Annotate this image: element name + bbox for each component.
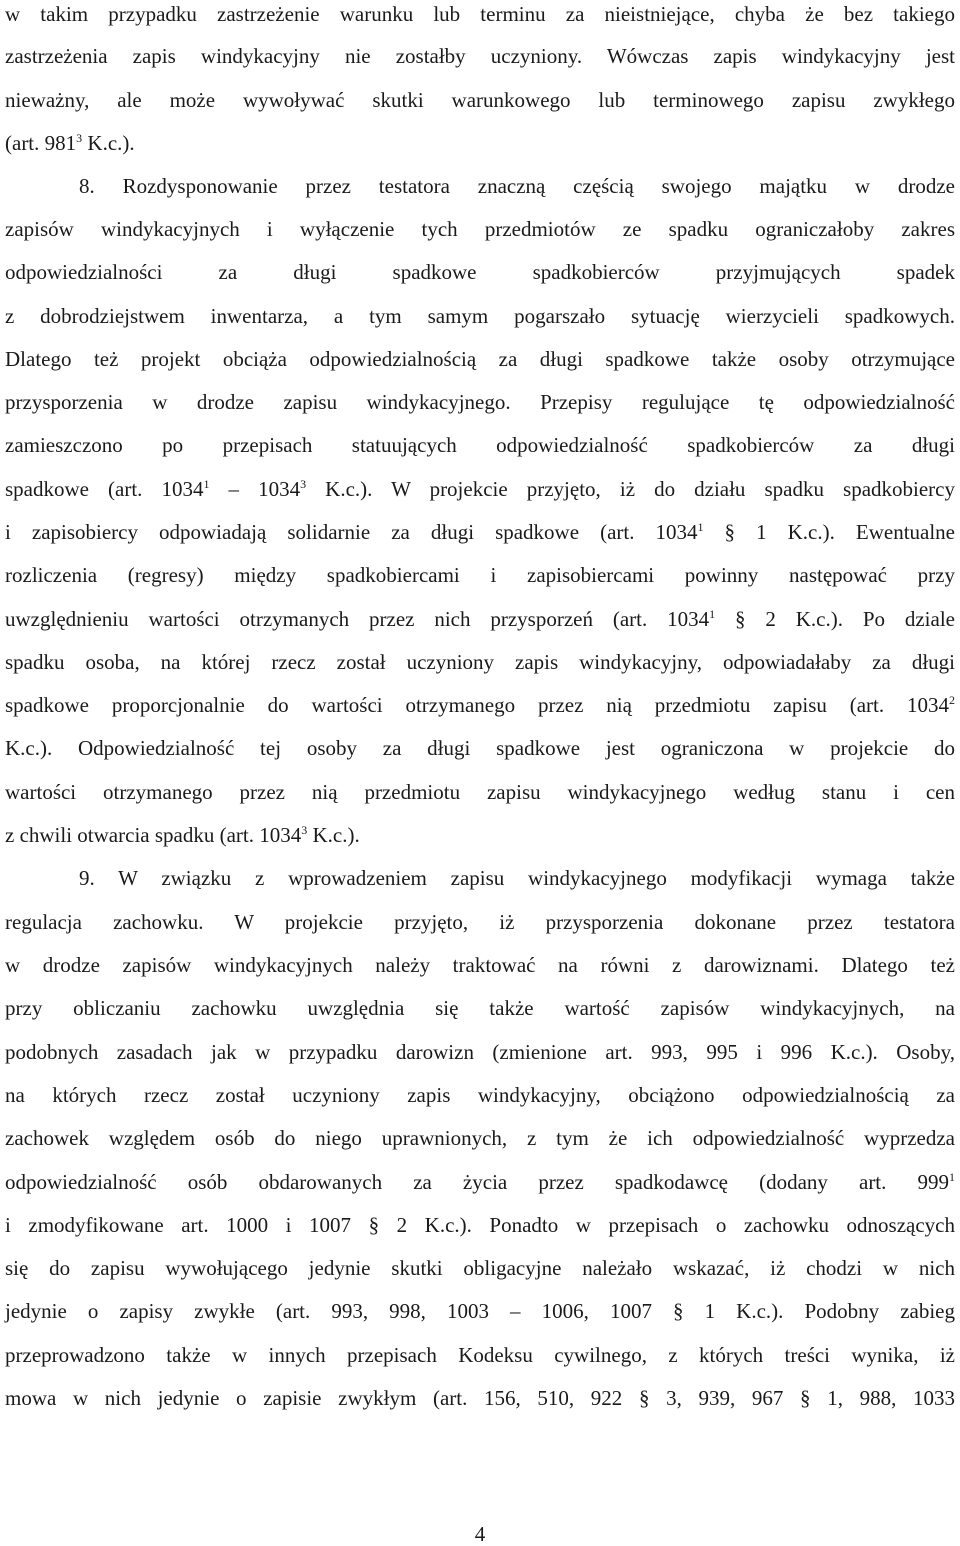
text-line: zastrzeżenia zapis windykacyjny nie zostałby uczyniony. Wówczas zapis windykacyjny jest <box>5 44 955 68</box>
text-line: K.c.). Odpowiedzialność tej osoby za długi spadkowe jest ograniczona w projekcie do <box>5 736 955 760</box>
text-line: zachowek względem osób do niego uprawnionych, z tym że ich odpowiedzialność wyprzedza <box>5 1126 955 1150</box>
text-line: w drodze zapisów windykacyjnych należy traktować na równi z darowiznami. Dlatego też <box>5 953 955 977</box>
text-line: z chwili otwarcia spadku (art. 1034$^3$ K.c.). <box>5 823 360 847</box>
superscript: 1 <box>697 520 704 534</box>
superscript: 1 <box>203 477 210 491</box>
superscript: 3 <box>301 823 308 837</box>
text-line: rozliczenia (regresy) między spadkobiercami i zapisobiercami powinny następować przy <box>5 563 955 587</box>
text-line: i zapisobiercy odpowiadają solidarnie za długi spadkowe (art. 1034$^1$ § 1 K.c.). Ewentualne <box>5 520 955 544</box>
text-line: spadkowe (art. 1034$^1$ – 1034$^3$ K.c.). W projekcie przyjęto, iż do działu spadku spadkobiercy <box>5 477 955 501</box>
document-page <box>5 0 955 1545</box>
text-line: przy obliczaniu zachowku uwzględnia się także wartość zapisów windykacyjnych, na <box>5 996 955 1020</box>
text-line: zamieszczono po przepisach statuujących odpowiedzialność spadkobierców za długi <box>5 433 955 457</box>
text-line: się do zapisu wywołującego jedynie skutki obligacyjne należało wskazać, iż chodzi w nich <box>5 1256 955 1280</box>
text-line: zapisów windykacyjnych i wyłączenie tych przedmiotów ze spadku ograniczałoby zakres <box>5 217 955 241</box>
text-line: odpowiedzialności za długi spadkowe spadkobierców przyjmujących spadek <box>5 260 955 284</box>
text-line: Dlatego też projekt obciąża odpowiedzialnością za długi spadkowe także osoby otrzymujące <box>5 347 955 371</box>
text-line: w takim przypadku zastrzeżenie warunku lub terminu za nieistniejące, chyba że bez takiego <box>5 2 955 26</box>
text-line: wartości otrzymanego przez nią przedmiotu zapisu windykacyjnego według stanu i cen <box>5 780 955 804</box>
superscript: 3 <box>300 477 307 491</box>
superscript: 2 <box>949 693 955 707</box>
text-line: regulacja zachowku. W projekcie przyjęto, iż przysporzenia dokonane przez testatora <box>5 910 955 934</box>
text-line: nieważny, ale może wywoływać skutki warunkowego lub terminowego zapisu zwykłego <box>5 88 955 112</box>
superscript: 3 <box>76 131 83 145</box>
text-line: i zmodyfikowane art. 1000 i 1007 § 2 K.c.). Ponadto w przepisach o zachowku odnoszących <box>5 1213 955 1237</box>
superscript: 1 <box>709 607 716 621</box>
text-line: przysporzenia w drodze zapisu windykacyjnego. Przepisy regulujące tę odpowiedzialność <box>5 390 955 414</box>
text-line: mowa w nich jedynie o zapisie zwykłym (art. 156, 510, 922 § 3, 939, 967 § 1, 988, 1033 <box>5 1386 955 1410</box>
text-line: jedynie o zapisy zwykłe (art. 993, 998, 1003 – 1006, 1007 § 1 K.c.). Podobny zabieg <box>5 1299 955 1323</box>
superscript: 1 <box>949 1170 955 1184</box>
paragraph-9-first-line: 9. W związku z wprowadzeniem zapisu windykacyjnego modyfikacji wymaga także <box>79 866 955 890</box>
text-line: podobnych zasadach jak w przypadku darowizn (zmienione art. 993, 995 i 996 K.c.). Osoby, <box>5 1040 955 1064</box>
text-line: odpowiedzialność osób obdarowanych za życia przez spadkodawcę (dodany art. $999^1$ <box>5 1170 955 1194</box>
text-line: na których rzecz został uczyniony zapis windykacyjny, obciążono odpowiedzialnością za <box>5 1083 955 1107</box>
text-line: (art. $981^3$ K.c.). <box>5 131 135 155</box>
text-line: spadku osoba, na której rzecz został uczyniony zapis windykacyjny, odpowiadałaby za długi <box>5 650 955 674</box>
paragraph-8-first-line: 8. Rozdysponowanie przez testatora znaczną częścią swojego majątku w drodze <box>79 174 955 198</box>
text-line: uwzględnieniu wartości otrzymanych przez nich przysporzeń (art. 1034$^1$ § 2 K.c.). Po dziale <box>5 607 955 631</box>
page-number: 4 <box>474 1522 486 1546</box>
text-line: z dobrodziejstwem inwentarza, a tym samym pogarszało sytuację wierzycieli spadkowych. <box>5 304 955 328</box>
text-line: przeprowadzono także w innych przepisach Kodeksu cywilnego, z których treści wynika, iż <box>5 1343 955 1367</box>
text-line: spadkowe proporcjonalnie do wartości otrzymanego przez nią przedmiotu zapisu (art. 1034$^2$ <box>5 693 955 717</box>
